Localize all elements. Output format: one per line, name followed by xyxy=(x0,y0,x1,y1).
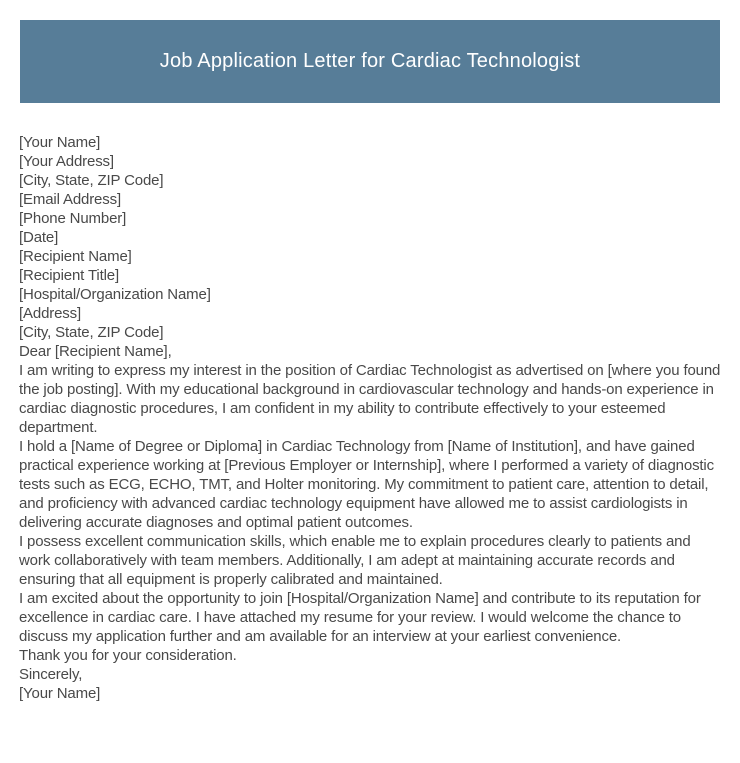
closing-line: Thank you for your consideration. xyxy=(19,647,237,664)
header-banner xyxy=(20,20,720,103)
letter-paragraph: I am writing to express my interest in the position of Cardiac Technologist as advertised on [where you found the job posting]. With my educational background in cardiovascular technology and hands-on experience in cardiac diagnostic procedures, I am confident in my ability to contribute effectively to your esteemed department. xyxy=(19,362,721,436)
recipient-line: [Recipient Name] xyxy=(19,248,132,265)
sender-block xyxy=(19,133,721,247)
letter-paragraph: I hold a [Name of Degree or Diploma] in Cardiac Technology from [Name of Institution], and have gained practical experience working at [Previous Employer or Internship], where I performed a variety of diagnostic tests such as ECG, ECHO, TMT, and Holter monitoring. My commitment to patient care, attention to detail, and proficiency with advanced cardiac technology equipment have allowed me to assist cardiologists in delivering accurate diagnoses and optimal patient outcomes. xyxy=(19,438,714,531)
recipient-block xyxy=(19,247,721,342)
paragraphs-block xyxy=(19,361,721,646)
sender-line: [Email Address] xyxy=(19,191,121,208)
letter-page xyxy=(0,20,740,763)
recipient-line: [Hospital/Organization Name] xyxy=(19,286,211,303)
letter-body xyxy=(19,133,721,703)
letter-paragraph: I am excited about the opportunity to join [Hospital/Organization Name] and contribute to its reputation for excellence in cardiac care. I have attached my resume for your review. I would welcome the chance to discuss my application further and am available for an interview at your earliest convenience. xyxy=(19,590,701,645)
closing-line: [Your Name] xyxy=(19,685,101,702)
sender-line: [Your Address] xyxy=(19,153,114,170)
sender-line: [Phone Number] xyxy=(19,210,127,227)
salutation-line: Dear [Recipient Name], xyxy=(19,343,172,360)
recipient-line: [Recipient Title] xyxy=(19,267,119,284)
sender-line: [Date] xyxy=(19,229,59,246)
closing-block xyxy=(19,646,721,703)
sender-line: [City, State, ZIP Code] xyxy=(19,172,164,189)
recipient-line: [City, State, ZIP Code] xyxy=(19,324,164,341)
page-title: Job Application Letter for Cardiac Technologist xyxy=(159,50,581,72)
closing-line: Sincerely, xyxy=(19,666,83,683)
sender-line: [Your Name] xyxy=(19,134,101,151)
letter-paragraph: I possess excellent communication skills, which enable me to explain procedures clearly to patients and work collaboratively with team members. Additionally, I am adept at maintaining accurate records and ensuring that all equipment is properly calibrated and maintained. xyxy=(19,533,691,588)
recipient-line: [Address] xyxy=(19,305,82,322)
